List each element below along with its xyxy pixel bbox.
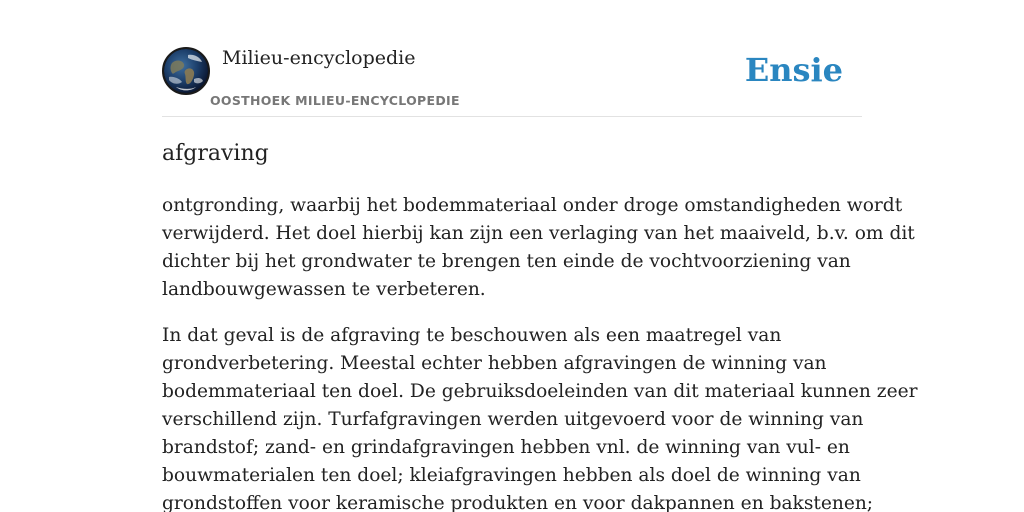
text-line: bodemmateriaal ten doel. De gebruiksdoeleinden van dit materiaal kunnen zeer [162,381,918,402]
site-avatar[interactable] [162,47,210,95]
text-line: grondstoffen voor keramische produkten en voor dakpannen en bakstenen; [162,493,874,512]
site-title[interactable]: Milieu-encyclopedie [222,47,416,69]
text-line: dichter bij het grondwater te brengen ten einde de vochtvoorziening van [162,251,851,272]
site-header [162,0,862,117]
brand-logo[interactable]: Ensie [744,51,843,89]
text-line: bouwmaterialen ten doel; kleiafgravingen hebben als doel de winning van [162,465,861,486]
content-container [162,0,918,512]
text-line: verwijderd. Het doel hierbij kan zijn een verlaging van het maaiveld, b.v. om dit [162,223,915,244]
entry-body [162,192,918,512]
paragraph [162,192,915,304]
text-line: grondverbetering. Meestal echter hebben afgravingen de winning van [162,353,827,374]
text-line: In dat geval is de afgraving te beschouwen als een maatregel van [162,325,782,346]
paragraph [162,322,918,512]
text-line: landbouwgewassen te verbeteren. [162,279,486,300]
text-line: brandstof; zand- en grindafgravingen hebben vnl. de winning van vul- en [162,437,850,458]
text-line: verschillend zijn. Turfafgravingen werden uitgevoerd voor de winning van [162,409,864,430]
text-line: ontgronding, waarbij het bodemmateriaal onder droge omstandigheden wordt [162,195,903,216]
entry-title: afgraving [162,141,269,166]
site-subtitle: OOSTHOEK MILIEU-ENCYCLOPEDIE [210,93,460,108]
earth-globe-icon [164,49,208,93]
